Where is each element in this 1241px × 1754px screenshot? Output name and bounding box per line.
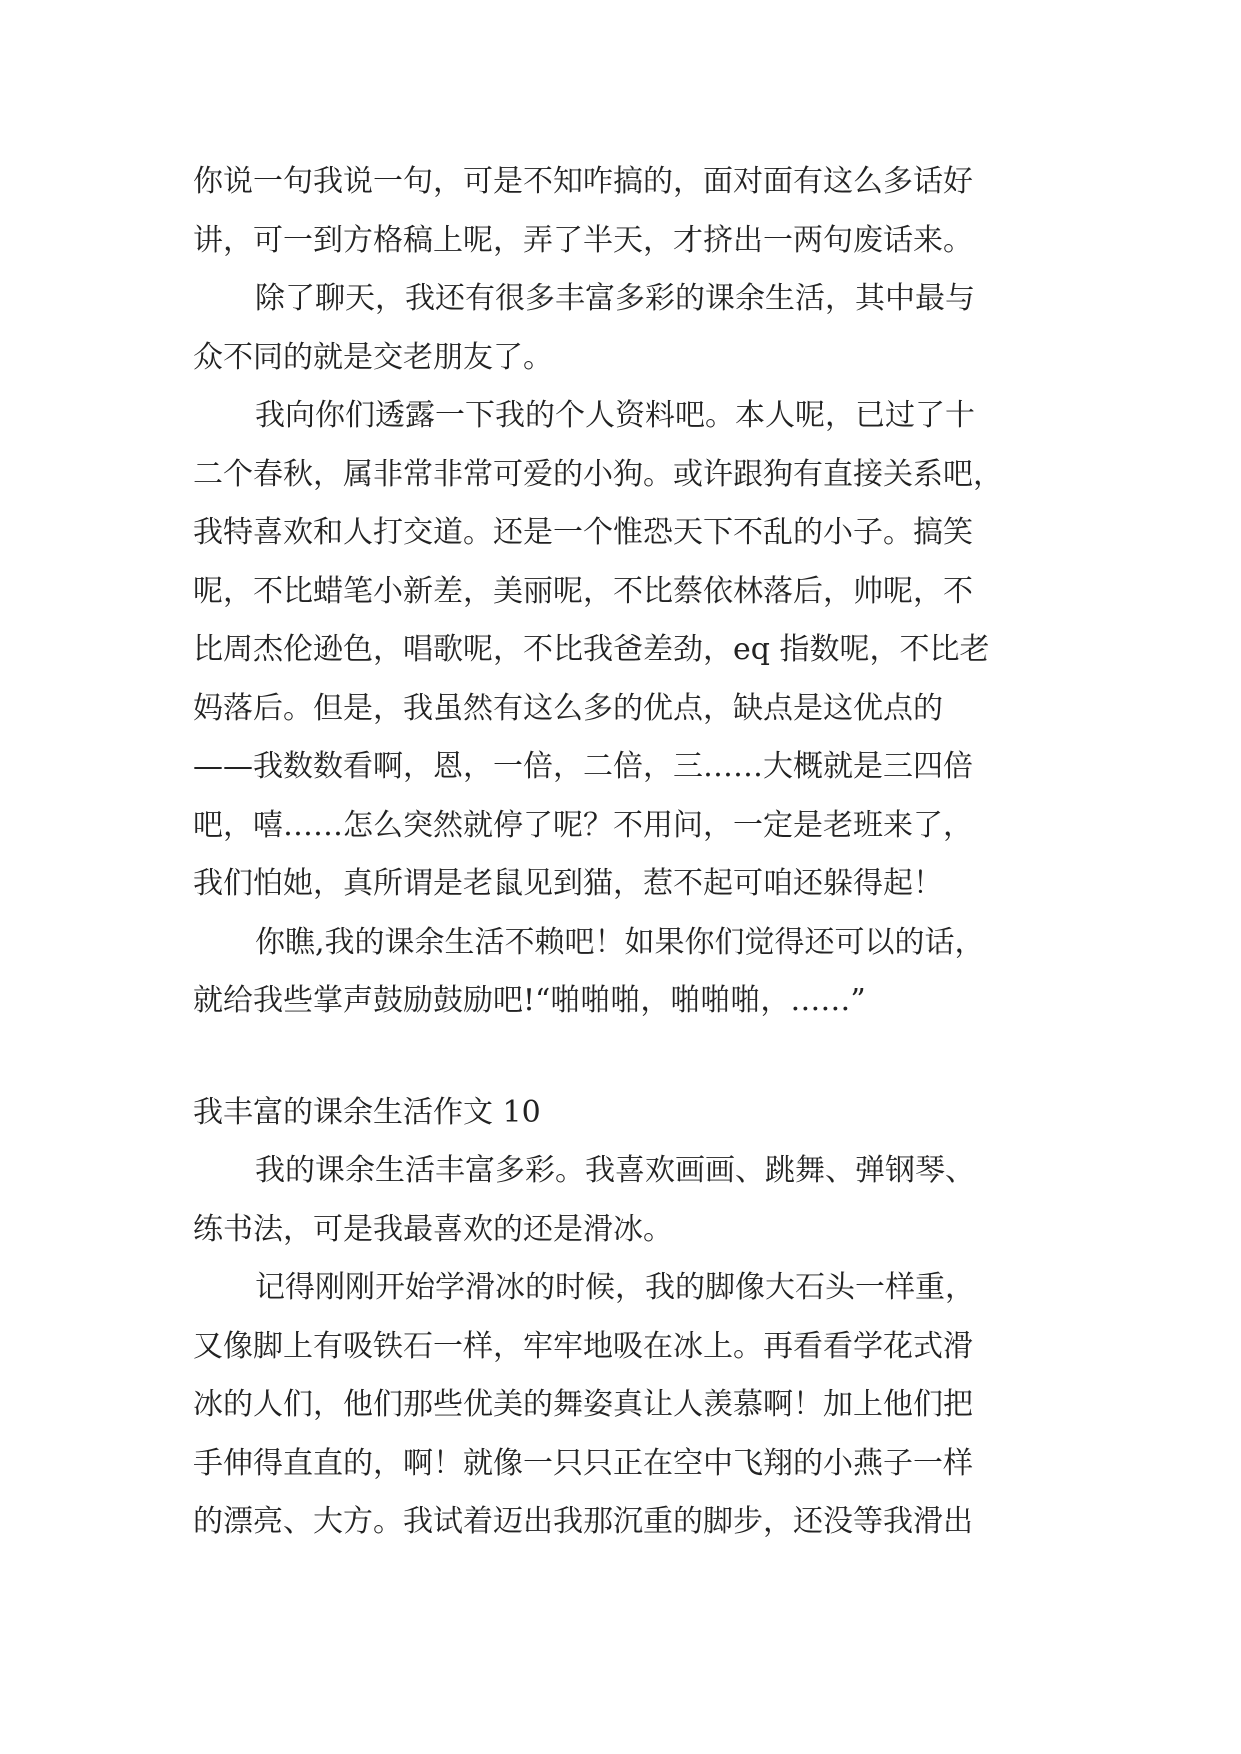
text-line: 二个春秋，属非常非常可爱的小狗。或许跟狗有直接关系吧， — [193, 456, 1003, 492]
text-line: 你说一句我说一句，可是不知咋搞的，面对面有这么多话好 — [193, 164, 973, 199]
text-line: 众不同的就是交老朋友了。 — [193, 339, 553, 375]
text-line: 手伸得直直的，啊！就像一只只正在空中飞翔的小燕子一样 — [193, 1445, 973, 1481]
text-line: 讲，可一到方格稿上呢，弄了半天，才挤出一两句废话来。 — [193, 222, 973, 258]
text-line: 冰的人们，他们那些优美的舞姿真让人羡慕啊！加上他们把 — [193, 1387, 973, 1422]
text-line: 练书法，可是我最喜欢的还是滑冰。 — [193, 1211, 673, 1247]
paragraph-start-line: 我向你们透露一下我的个人资料吧。本人呢，已过了十 — [255, 398, 975, 433]
paragraph-start-line: 除了聊天，我还有很多丰富多彩的课余生活，其中最与 — [255, 281, 975, 316]
paragraph-start-line: 记得刚刚开始学滑冰的时候，我的脚像大石头一样重， — [255, 1270, 975, 1305]
essay-continuation — [193, 153, 1073, 1031]
text-line: 就给我些掌声鼓励鼓励吧!“啪啪啪，啪啪啪，……” — [193, 983, 866, 1018]
text-line: 的漂亮、大方。我试着迈出我那沉重的脚步，还没等我滑出 — [193, 1504, 973, 1539]
text-line: 我们怕她，真所谓是老鼠见到猫，惹不起可咱还躲得起！ — [193, 866, 943, 901]
text-line: 吧，嘻……怎么突然就停了呢？不用问，一定是老班来了， — [193, 807, 973, 843]
text-line: ——我数数看啊，恩，一倍，二倍，三……大概就是三四倍 — [193, 749, 973, 784]
text-line: 妈落后。但是，我虽然有这么多的优点，缺点是这优点的 — [193, 690, 943, 726]
paragraph-start-line: 我的课余生活丰富多彩。我喜欢画画、跳舞、弹钢琴、 — [255, 1153, 975, 1188]
text-line: 比周杰伦逊色，唱歌呢，不比我爸差劲，eq 指数呢，不比老 — [193, 632, 990, 667]
essay-body — [193, 1142, 1073, 1552]
essay-heading: 我丰富的课余生活作文 10 — [193, 1095, 541, 1130]
text-line: 呢，不比蜡笔小新差，美丽呢，不比蔡依林落后，帅呢，不 — [193, 573, 973, 609]
text-line: 又像脚上有吸铁石一样，牢牢地吸在冰上。再看看学花式滑 — [193, 1328, 973, 1364]
text-line: 我特喜欢和人打交道。还是一个惟恐天下不乱的小子。搞笑 — [193, 515, 973, 550]
essay-heading-block — [193, 1084, 1073, 1142]
paragraph-start-line: 你瞧,我的课余生活不赖吧！如果你们觉得还可以的话， — [255, 924, 985, 960]
